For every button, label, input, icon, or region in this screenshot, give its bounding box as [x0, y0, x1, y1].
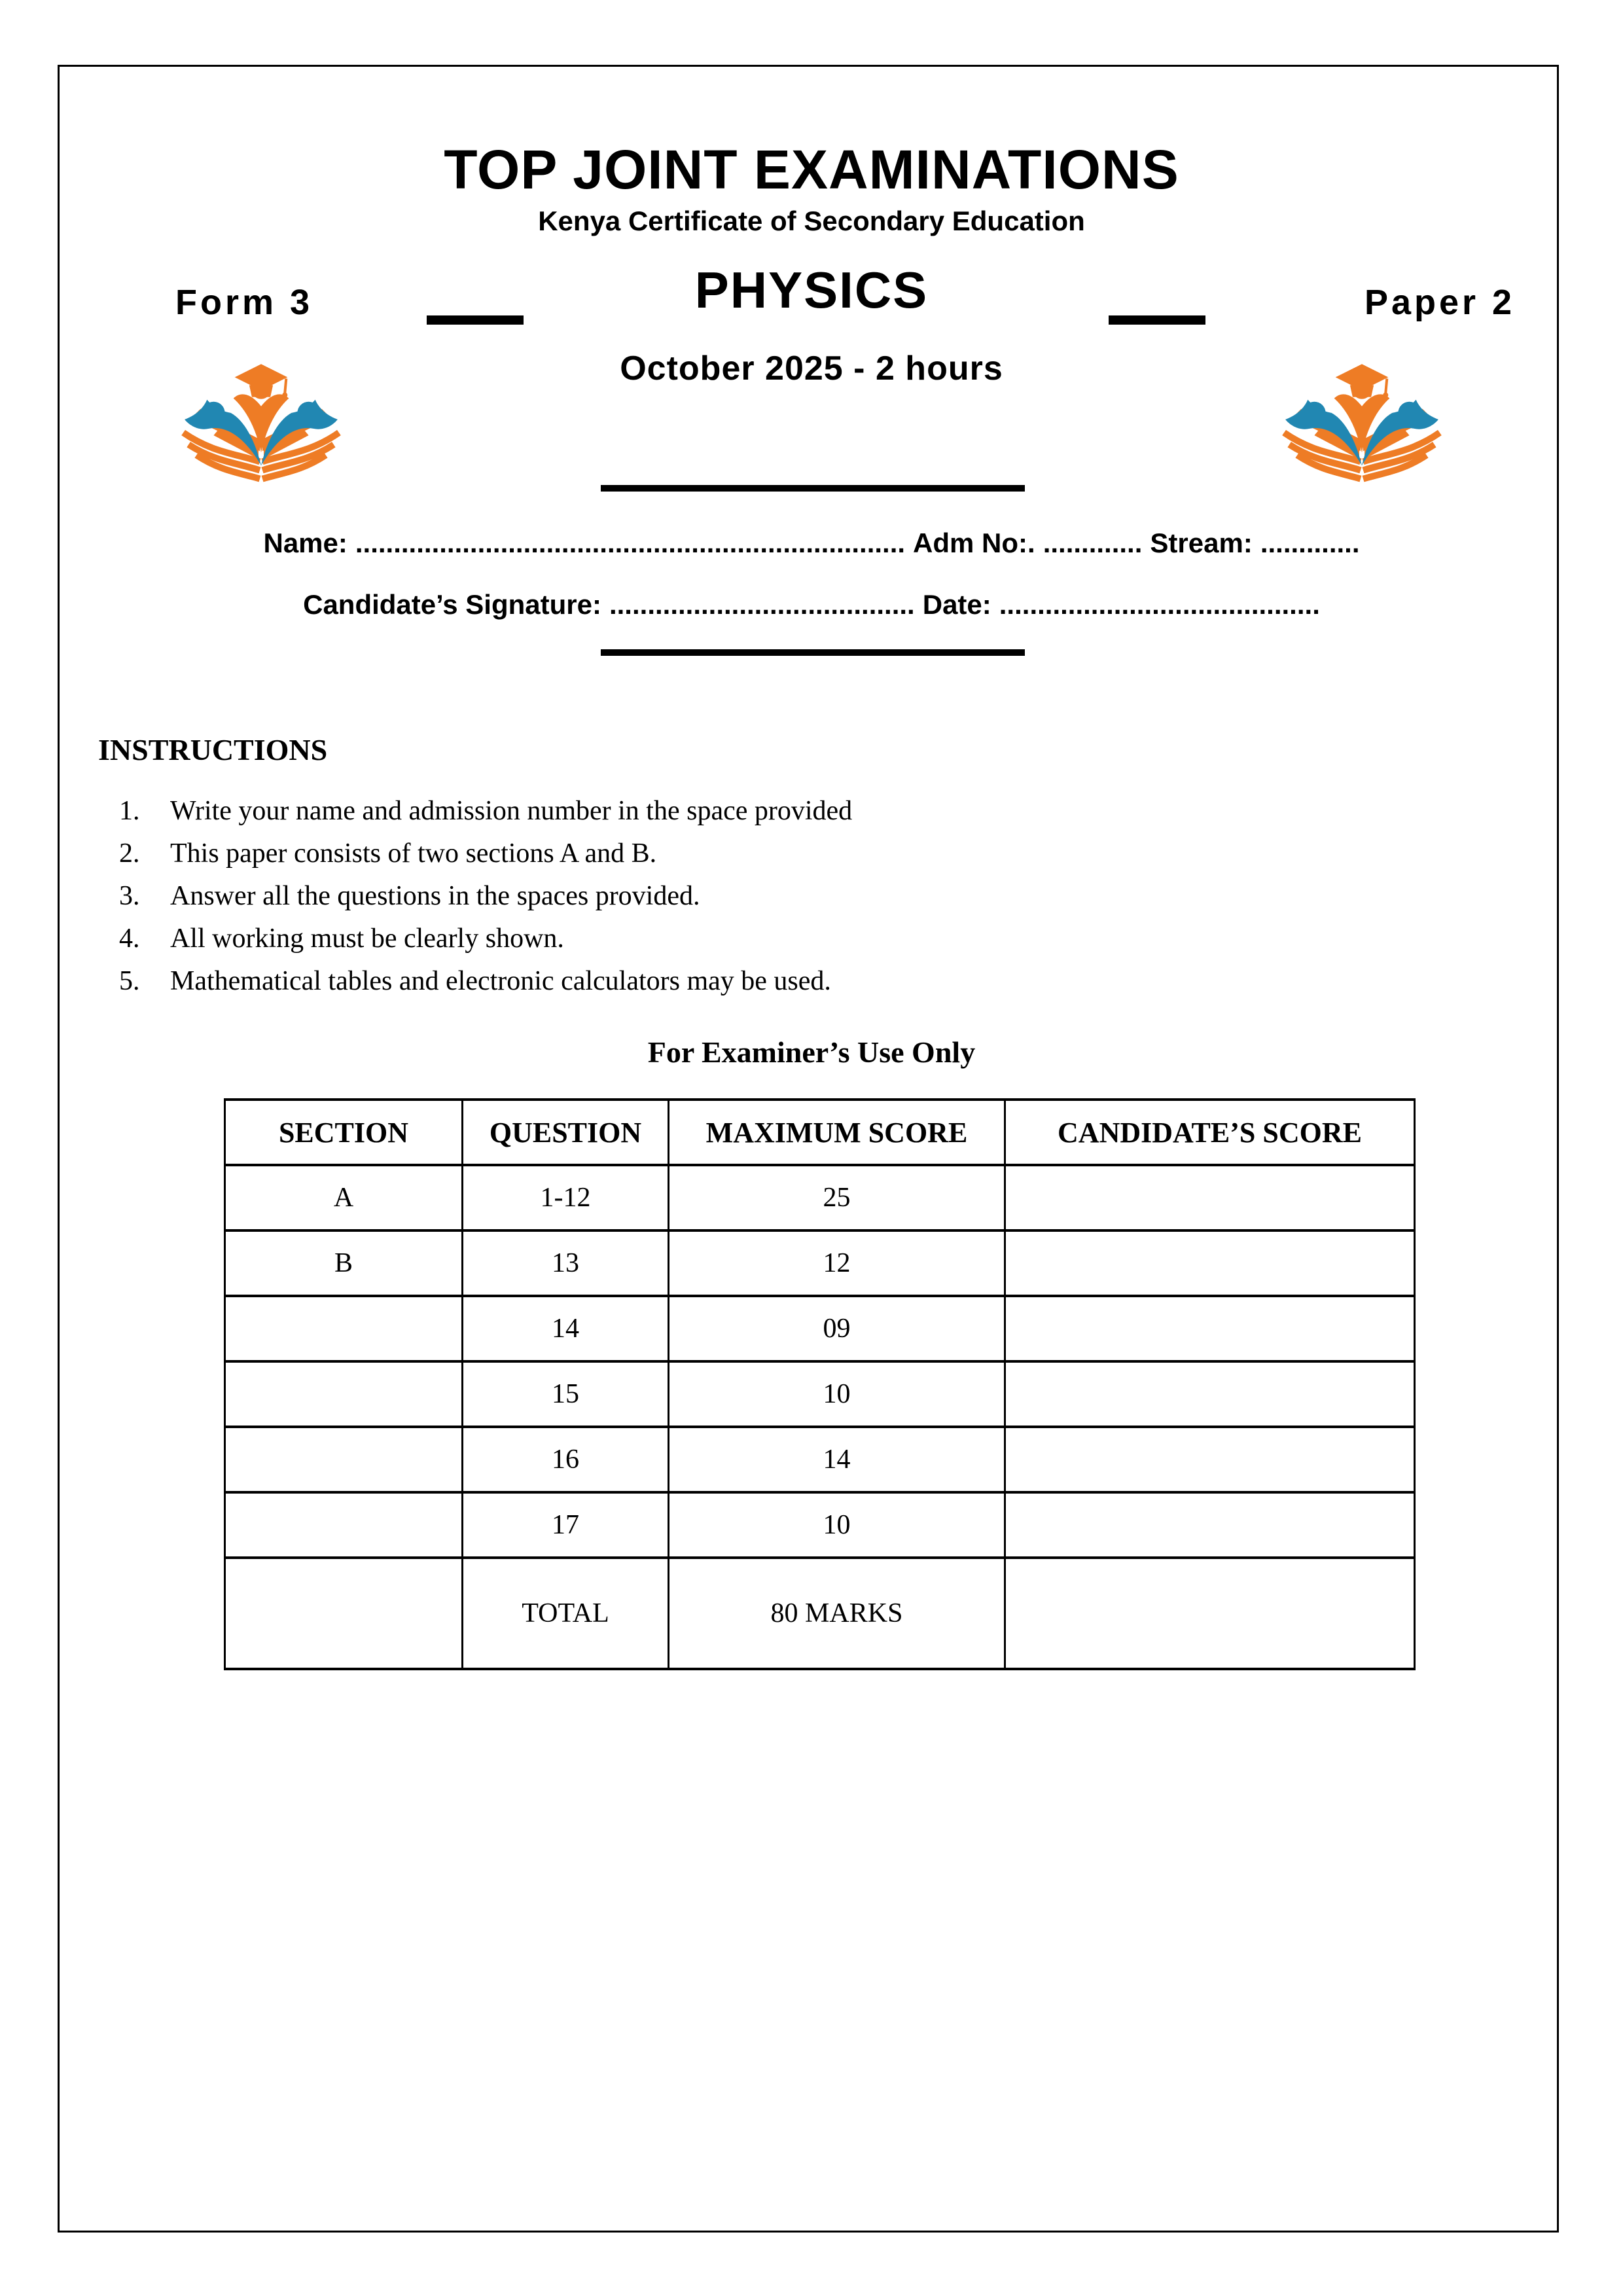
table-header-row: [225, 1100, 1415, 1165]
cell-question: 13: [463, 1230, 669, 1296]
instruction-number: 1.: [119, 796, 140, 826]
cell-candidate-score[interactable]: [1005, 1427, 1415, 1492]
cell-max-score: 25: [669, 1165, 1005, 1230]
table-row: [225, 1296, 1415, 1361]
exam-title: TOP JOINT EXAMINATIONS: [444, 139, 1179, 200]
cell-total-label: TOTAL: [463, 1558, 669, 1669]
cell-blank: [225, 1558, 463, 1669]
instruction-text: All working must be clearly shown.: [170, 924, 564, 954]
instruction-item: [119, 838, 1623, 881]
name-line: [0, 528, 1623, 558]
adm-no-label: Adm No:.: [913, 528, 1035, 558]
table-row: [225, 1361, 1415, 1427]
cell-max-score: 09: [669, 1296, 1005, 1361]
cell-max-score: 10: [669, 1492, 1005, 1558]
col-header-section: SECTION: [225, 1100, 463, 1165]
instructions-heading: INSTRUCTIONS: [98, 733, 328, 766]
table-row: [225, 1230, 1415, 1296]
cell-section: [225, 1361, 463, 1427]
cell-section: [225, 1296, 463, 1361]
cell-candidate-score[interactable]: [1005, 1296, 1415, 1361]
instruction-text: Mathematical tables and electronic calculators may be used.: [170, 966, 831, 996]
cell-candidate-score[interactable]: [1005, 1230, 1415, 1296]
instruction-item: [119, 881, 1623, 924]
cell-question: 1-12: [463, 1165, 669, 1230]
cell-max-score: 14: [669, 1427, 1005, 1492]
col-header-candidate-score: CANDIDATE’S SCORE: [1005, 1100, 1415, 1165]
cell-total-candidate-score[interactable]: [1005, 1558, 1415, 1669]
cell-max-score: 12: [669, 1230, 1005, 1296]
cell-candidate-score[interactable]: [1005, 1492, 1415, 1558]
cell-section: [225, 1427, 463, 1492]
instruction-number: 4.: [119, 924, 140, 954]
instruction-text: This paper consists of two sections A and B.: [170, 838, 657, 869]
col-header-question: QUESTION: [463, 1100, 669, 1165]
paper-number: Paper 2: [1364, 283, 1516, 322]
name-fill-field[interactable]: ........................................................................: [355, 528, 906, 558]
instruction-item: [119, 796, 1623, 838]
exam-subtitle: Kenya Certificate of Secondary Education: [538, 206, 1085, 236]
instruction-text: Write your name and admission number in the space provided: [170, 796, 853, 826]
cell-candidate-score[interactable]: [1005, 1361, 1415, 1427]
header-rule-top: [601, 485, 1025, 492]
examiner-score-table: [224, 1098, 1416, 1670]
examiner-table-heading: For Examiner’s Use Only: [647, 1035, 976, 1069]
school-logo-icon: [175, 355, 347, 501]
table-row: [225, 1492, 1415, 1558]
exam-session: October 2025 - 2 hours: [620, 350, 1003, 387]
cell-candidate-score[interactable]: [1005, 1165, 1415, 1230]
instruction-text: Answer all the questions in the spaces provided.: [170, 881, 700, 911]
cell-question: 16: [463, 1427, 669, 1492]
cell-question: 15: [463, 1361, 669, 1427]
form-level: Form 3: [175, 283, 313, 322]
cell-total-marks: 80 MARKS: [669, 1558, 1005, 1669]
instruction-number: 3.: [119, 881, 140, 911]
right-dash-divider: [1109, 315, 1205, 325]
instructions-list: [0, 796, 1623, 1009]
header-rule-bottom: [601, 649, 1025, 656]
cell-section: [225, 1492, 463, 1558]
signature-label: Candidate’s Signature:: [303, 589, 601, 620]
table-total-row: [225, 1558, 1415, 1669]
date-fill-field[interactable]: ..........................................: [999, 589, 1320, 620]
instruction-item: [119, 966, 1623, 1009]
col-header-max-score: MAXIMUM SCORE: [669, 1100, 1005, 1165]
table-row: [225, 1427, 1415, 1492]
cell-section: B: [225, 1230, 463, 1296]
stream-fill-field[interactable]: .............: [1260, 528, 1360, 558]
signature-fill-field[interactable]: ........................................: [609, 589, 915, 620]
signature-line: [0, 589, 1623, 620]
table-row: [225, 1165, 1415, 1230]
subject-title: PHYSICS: [694, 261, 929, 319]
instruction-number: 2.: [119, 838, 140, 869]
instruction-number: 5.: [119, 966, 140, 996]
adm-no-fill-field[interactable]: .............: [1043, 528, 1143, 558]
name-label: Name:: [263, 528, 348, 558]
cell-question: 17: [463, 1492, 669, 1558]
cell-question: 14: [463, 1296, 669, 1361]
cell-max-score: 10: [669, 1361, 1005, 1427]
school-logo-icon: [1276, 355, 1448, 501]
instruction-item: [119, 924, 1623, 966]
cell-section: A: [225, 1165, 463, 1230]
stream-label: Stream:: [1150, 528, 1253, 558]
date-label: Date:: [922, 589, 991, 620]
